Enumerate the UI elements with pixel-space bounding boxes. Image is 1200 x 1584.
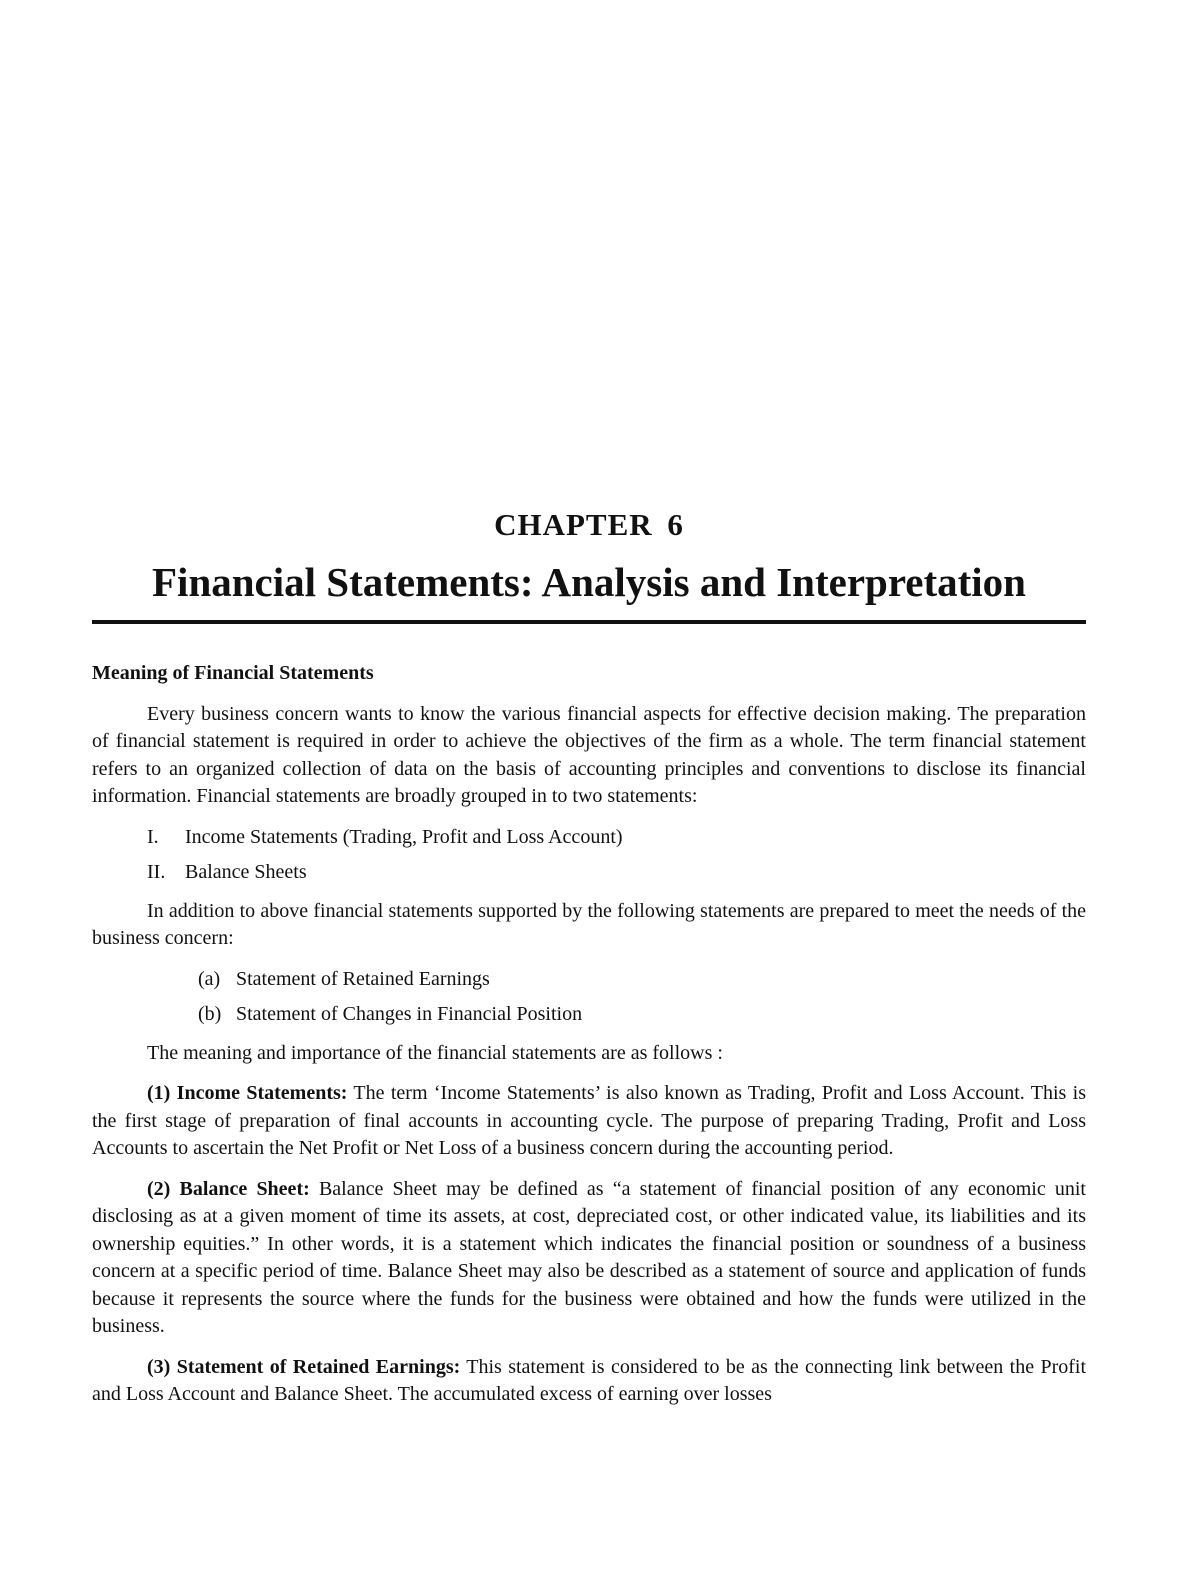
definition-text: This statement is considered to be as the connecting link between the Profit and Loss Account and Balance Sheet. The accumulated excess of earning over losses bbox=[92, 1355, 1087, 1405]
list-item-text: Statement of Retained Earnings bbox=[236, 967, 490, 990]
section-heading: Meaning of Financial Statements bbox=[92, 662, 374, 684]
list-item bbox=[92, 859, 1086, 887]
list-marker: (b) bbox=[198, 1003, 222, 1025]
list-item-text: Statement of Changes in Financial Position bbox=[236, 1003, 583, 1025]
main-statements-list bbox=[92, 824, 1086, 887]
list-item bbox=[92, 1001, 1086, 1029]
title-rule bbox=[92, 620, 1086, 624]
additional-statements-list bbox=[92, 966, 1086, 1029]
additional-intro-paragraph: In addition to above financial statements supported by the following statements are prepared to meet the needs of the business concern: bbox=[92, 899, 1086, 949]
chapter-label: CHAPTER 6 bbox=[494, 507, 684, 542]
definition-text: Balance Sheet may be defined as “a statement of financial position of any economic unit disclosing as at a given moment of time its assets, at cost, depreciated cost, or other indicated value, its liabilities and its ownership equities.” In other words, it is a statement which indicates the financial position or soundness of a business concern at a specific period of time. Balance Sheet may also be described as a statement of source and application of funds because it represents the source where the funds for the business were obtained and how the funds were utilized in the business. bbox=[92, 1177, 1086, 1337]
list-item bbox=[92, 824, 1086, 852]
list-marker: (a) bbox=[198, 967, 221, 990]
chapter-body bbox=[92, 660, 1086, 1422]
list-item-text: Balance Sheets bbox=[185, 861, 307, 883]
definition-lead: (1) Income Statements: bbox=[147, 1082, 348, 1104]
definition-income-statements bbox=[92, 1080, 1086, 1163]
list-item-text: Income Statements (Trading, Profit and Loss Account) bbox=[185, 825, 623, 848]
definition-lead: (3) Statement of Retained Earnings: bbox=[147, 1355, 461, 1378]
definition-lead: (2) Balance Sheet: bbox=[147, 1177, 310, 1200]
meaning-intro-paragraph: The meaning and importance of the financial statements are as follows : bbox=[147, 1041, 723, 1064]
list-marker: I. bbox=[147, 825, 159, 848]
definition-balance-sheet bbox=[92, 1176, 1086, 1341]
definition-text: The term ‘Income Statements’ is also known as Trading, Profit and Loss Account. This is the first stage of preparation of final accounts in accounting cycle. The purpose of preparing Trading, Profit and Loss Accounts to ascertain the Net Profit or Net Loss of a business concern during the accounting period. bbox=[92, 1082, 1086, 1159]
chapter-title: Financial Statements: Analysis and Interpretation bbox=[152, 559, 1026, 605]
list-item bbox=[92, 966, 1086, 994]
definition-retained-earnings bbox=[92, 1354, 1086, 1409]
intro-paragraph: Every business concern wants to know the various financial aspects for effective decision making. The preparation of financial statement is required in order to achieve the objectives of the firm as a whole. The term financial statement refers to an organized collection of data on the basis of accounting principles and conventions to disclose its financial information. Financial statements are broadly grouped in to two statements: bbox=[92, 702, 1086, 807]
document-page bbox=[92, 0, 1086, 1584]
list-marker: II. bbox=[147, 861, 166, 883]
